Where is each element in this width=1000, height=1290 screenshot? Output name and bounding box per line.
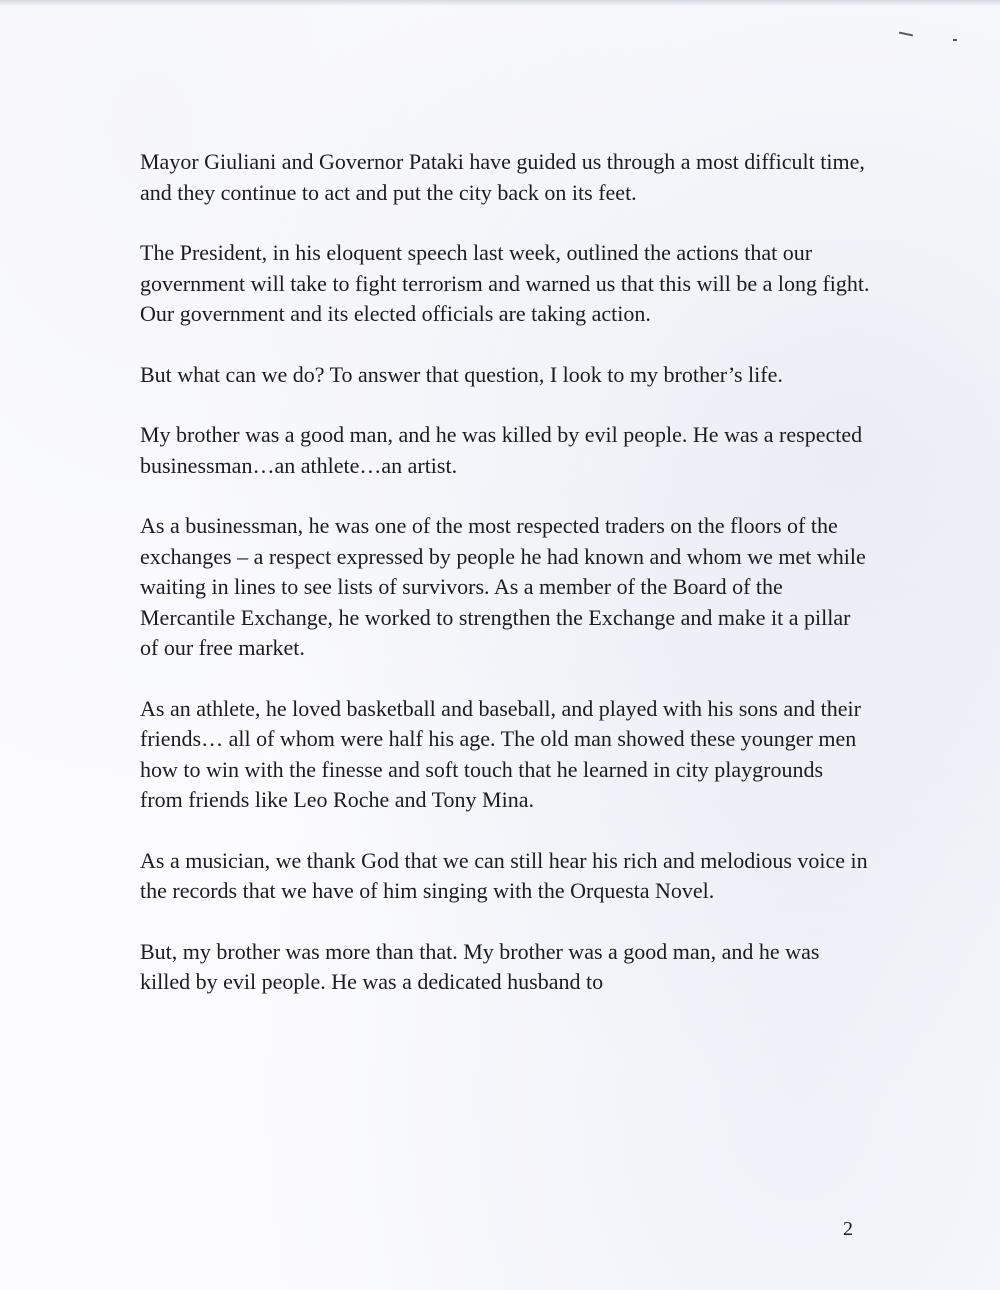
scan-mark-dash bbox=[899, 32, 913, 37]
paragraph: As an athlete, he loved basketball and baseball, and played with his sons and their friends… all of whom were half his age. The old man showed these younger men how to win with the finesse and soft touch that he learned in city playgrounds from friends like Leo Roche and Tony Mina. bbox=[140, 695, 861, 812]
paragraph: As a musician, we thank God that we can still hear his rich and melodious voice in the records that we have of him singing with the Orquesta Novel. bbox=[140, 847, 868, 903]
scan-marks bbox=[895, 30, 965, 44]
paragraph: Mayor Giuliani and Governor Pataki have guided us through a most difficult time, and they continue to act and put the city back on its feet. bbox=[140, 149, 865, 205]
scan-mark-dot bbox=[953, 39, 957, 41]
page-number: 2 bbox=[843, 1218, 853, 1240]
letter-body bbox=[140, 147, 870, 1028]
paragraph: But, my brother was more than that. My brother was a good man, and he was killed by evil people. He was a dedicated husband to bbox=[140, 938, 820, 994]
paragraph: As a businessman, he was one of the most respected traders on the floors of the exchanges – a respect expressed by people he had known and whom we met while waiting in lines to see lists of survivors. As a member of the Board of the Mercantile Exchange, he worked to strengthen the Exchange and make it a pillar of our free market. bbox=[140, 513, 866, 660]
paragraph: But what can we do? To answer that question, I look to my brother’s life. bbox=[140, 361, 783, 387]
paragraph: My brother was a good man, and he was killed by evil people. He was a respected businessman…an athlete…an artist. bbox=[140, 422, 863, 478]
paragraph: The President, in his eloquent speech last week, outlined the actions that our government will take to fight terrorism and warned us that this will be a long fight. Our government and its elected officials are taking action. bbox=[140, 240, 870, 326]
scan-top-edge bbox=[0, 0, 1000, 6]
